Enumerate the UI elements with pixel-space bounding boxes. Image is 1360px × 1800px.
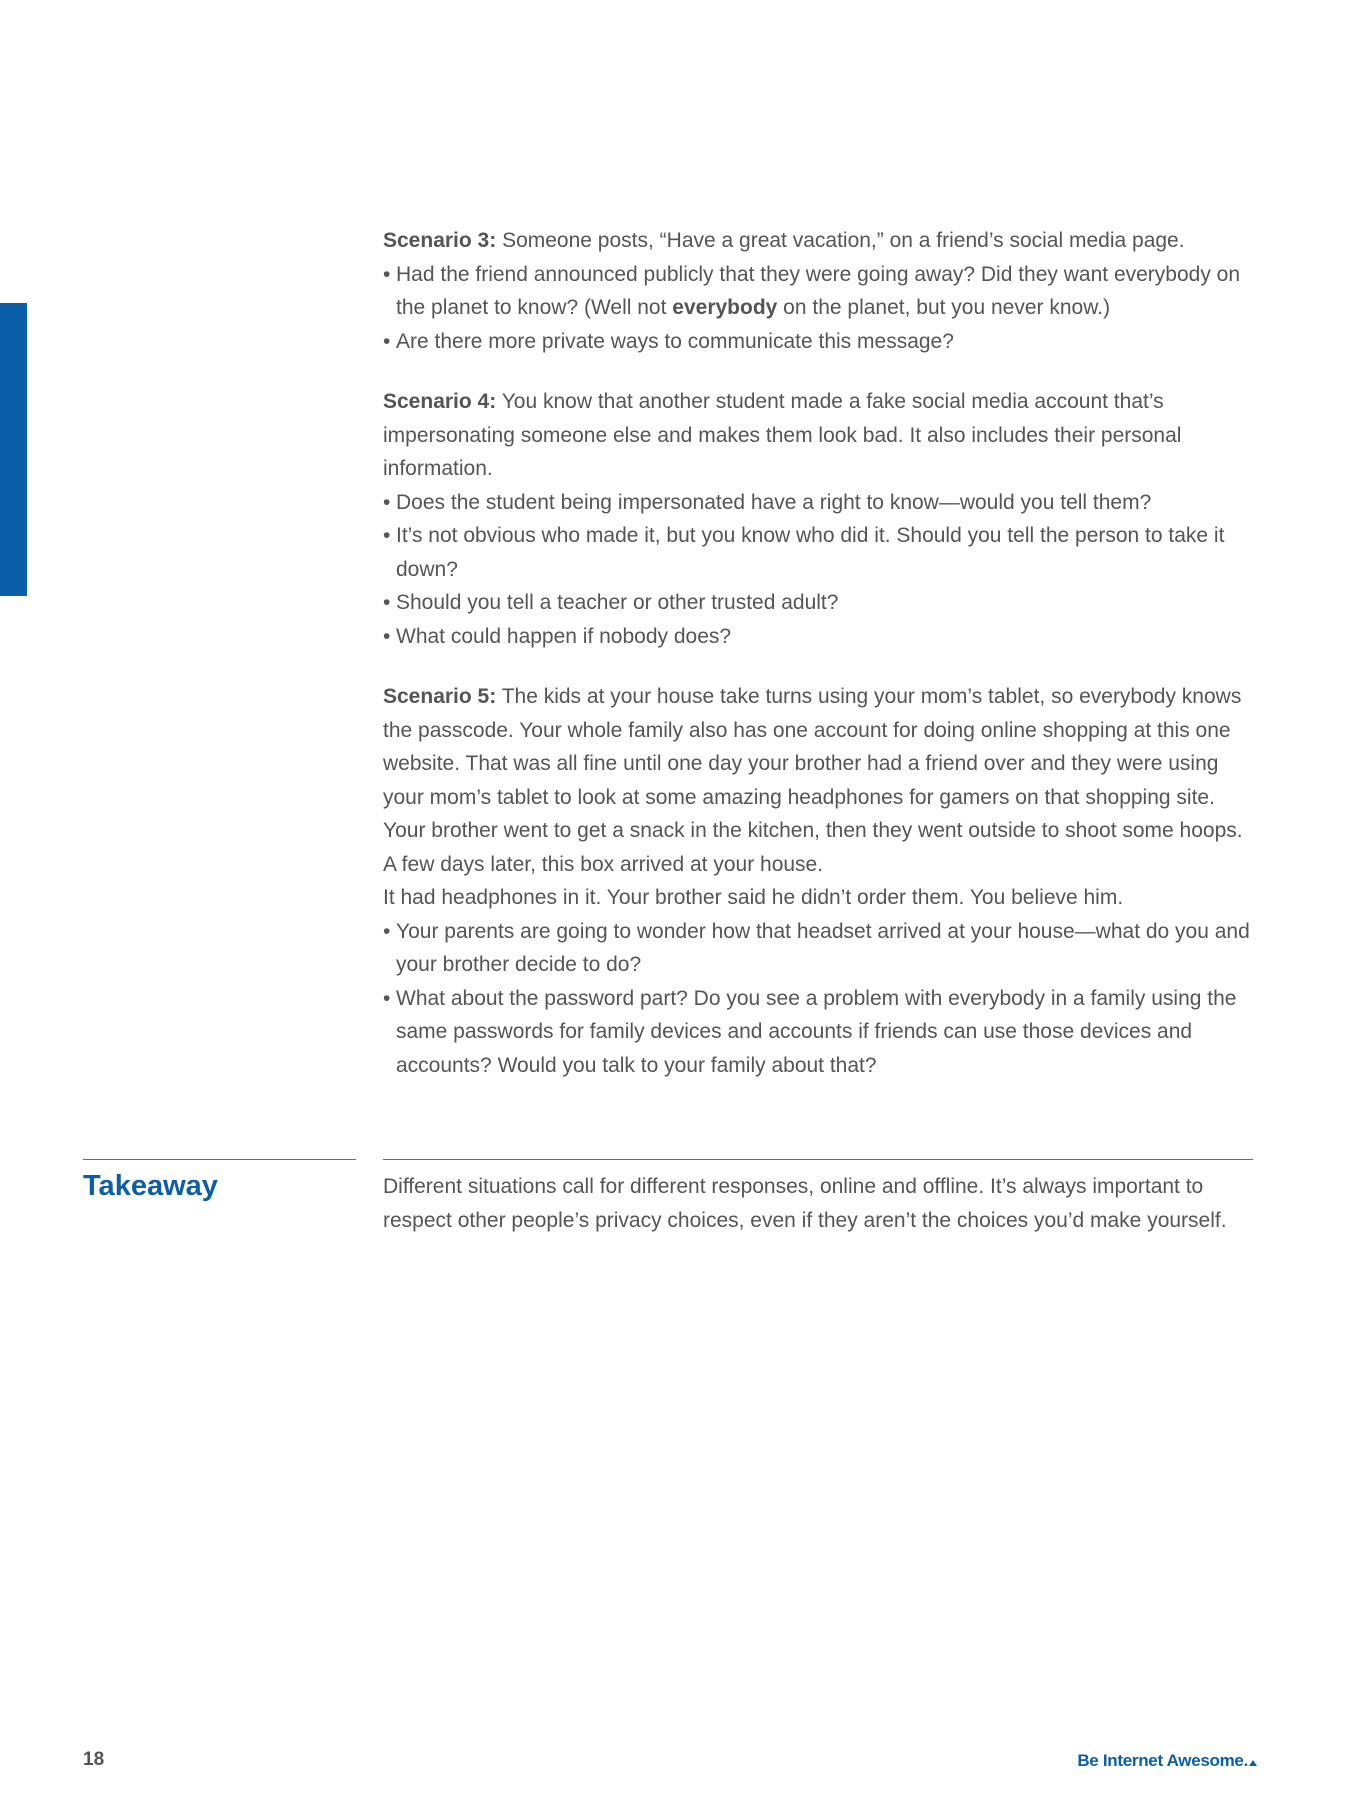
scenario-label: Scenario 5:	[383, 685, 497, 708]
scenario-questions	[383, 486, 1253, 654]
side-accent-bar	[0, 303, 27, 596]
question-text: What could happen if nobody does?	[396, 624, 732, 648]
scenario-text: The kids at your house take turns using your mom’s tablet, so everybody knows the passcode. Your whole family also has one account for doing online shopping at this one website. That was all fine until one day your brother had a friend over and they were using your mom’s tablet to look at some amazing headphones for gamers on that shopping site. Your brother went to get a snack in the kitchen, then they went outside to shoot some hoops. A few days later, this box arrived at your house.	[383, 685, 1243, 876]
question-emphasis: everybody	[672, 296, 778, 319]
page-number: 18	[83, 1749, 105, 1770]
question-text: Had the friend announced publicly that they were going away? Did they want everybody on the planet to know? (Well not	[396, 262, 1241, 319]
takeaway-heading: Takeaway	[83, 1170, 218, 1202]
question-text: Your parents are going to wonder how that headset arrived at your house—what do you and your brother decide to do?	[396, 919, 1250, 976]
scenario-text-continued: It had headphones in it. Your brother said he didn’t order them. You believe him.	[383, 886, 1124, 909]
question-text: What about the password part? Do you see a problem with everybody in a family using the same passwords for family devices and accounts if friends can use those devices and accounts? Would you talk to your family about that?	[396, 986, 1237, 1077]
scenarios-content	[383, 224, 1253, 1109]
question-item	[383, 586, 1253, 620]
takeaway-divider-right	[383, 1159, 1253, 1160]
scenario-text: Someone posts, “Have a great vacation,” on a friend’s social media page.	[502, 229, 1185, 252]
question-item	[383, 620, 1253, 654]
question-item	[383, 982, 1253, 1083]
question-item	[383, 915, 1253, 982]
scenario-questions	[383, 915, 1253, 1083]
scenario-label: Scenario 4:	[383, 390, 497, 413]
question-item	[383, 486, 1253, 520]
question-text: It’s not obvious who made it, but you know who did it. Should you tell the person to take it down?	[396, 524, 1225, 581]
scenario-label: Scenario 3:	[383, 229, 497, 252]
scenario-text: You know that another student made a fake social media account that’s impersonating someone else and makes them look bad. It also includes their personal information.	[383, 390, 1182, 480]
takeaway-text: Different situations call for different responses, online and offline. It’s always important to respect other people’s privacy choices, even if they aren’t the choices you’d make yourself.	[383, 1175, 1227, 1232]
scenario-intro	[383, 680, 1253, 881]
question-text-end: on the planet, but you never know.)	[777, 296, 1111, 319]
scenario-3	[383, 224, 1253, 358]
question-item	[383, 258, 1253, 325]
question-text: Does the student being impersonated have a right to know—would you tell them?	[396, 490, 1152, 514]
scenario-intro	[383, 224, 1253, 258]
takeaway-divider-left	[83, 1159, 356, 1160]
question-text: Should you tell a teacher or other trusted adult?	[396, 591, 839, 614]
scenario-4	[383, 385, 1253, 653]
scenario-5	[383, 680, 1253, 1082]
brand-logo	[1077, 1751, 1257, 1771]
scenario-intro	[383, 385, 1253, 486]
question-item	[383, 519, 1253, 586]
scenario-questions	[383, 258, 1253, 359]
question-item	[383, 325, 1253, 359]
brand-triangle-icon	[1249, 1760, 1257, 1766]
brand-text: Be Internet Awesome.	[1077, 1751, 1248, 1770]
question-text: Are there more private ways to communicate this message?	[396, 329, 954, 353]
